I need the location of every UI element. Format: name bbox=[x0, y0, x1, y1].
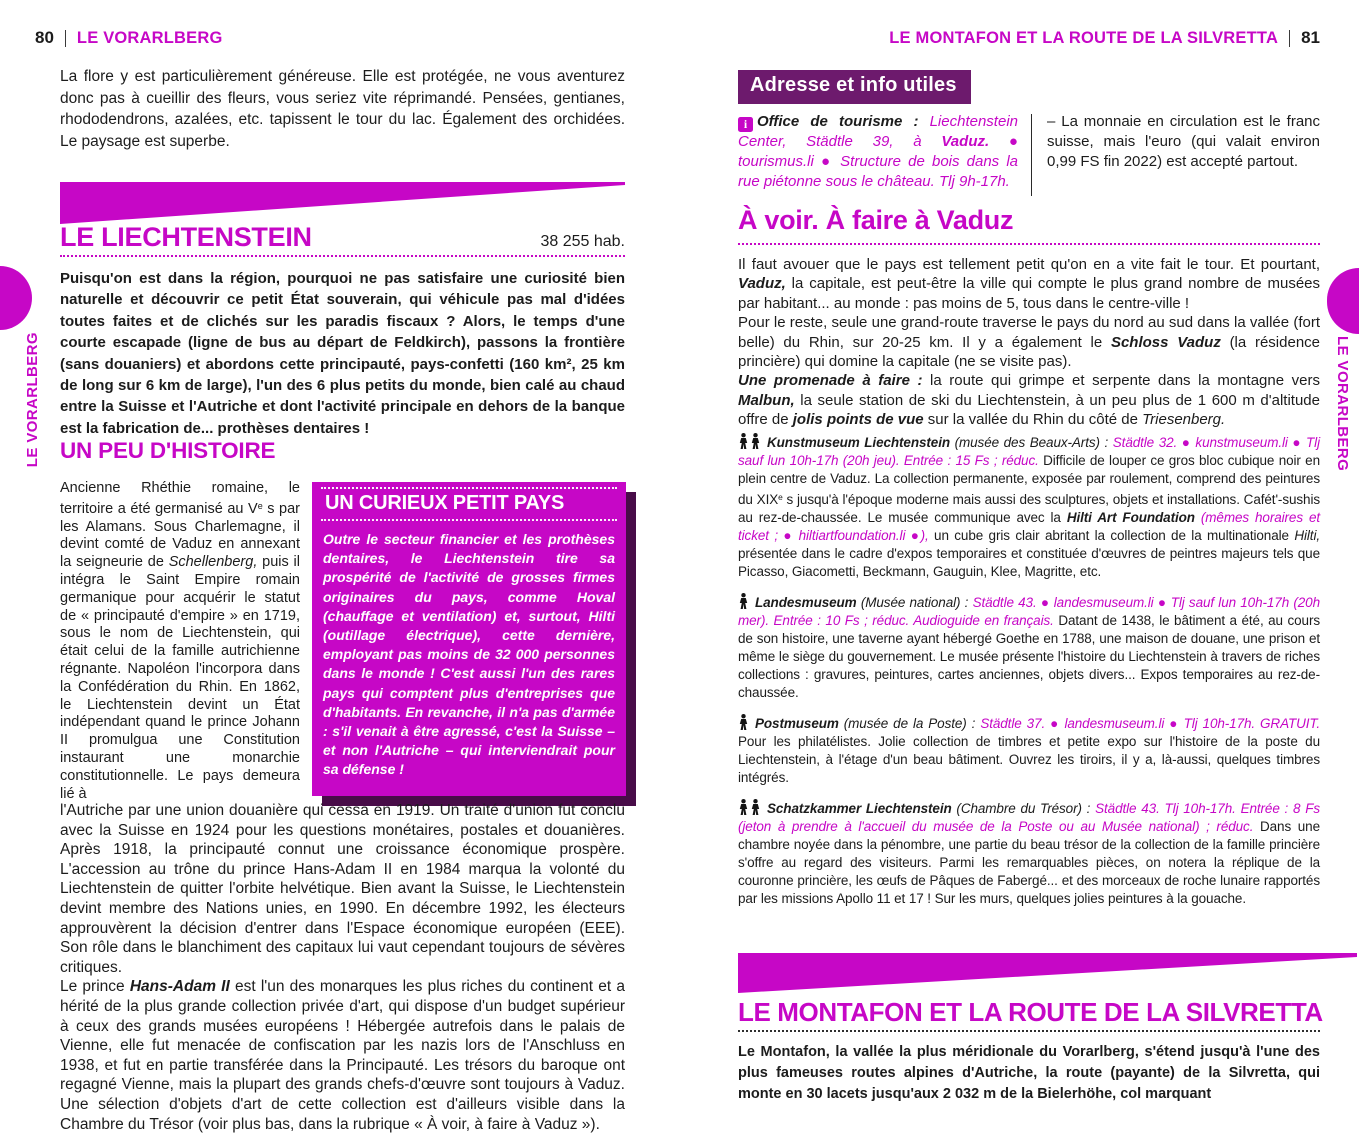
dotted-rule bbox=[60, 255, 625, 257]
sidebar-box-title: UN CURIEUX PETIT PAYS bbox=[325, 492, 565, 514]
history-continued-paragraph: l'Autriche par une union douanière qui cessa en 1919. Un traité d'union fut conclu avec la Suisse en 1924 pour les questions monétaires, postales et douanières. Après 1918, la principauté connut une croissance économique prospère. L'accession au trône du prince Hans-Adam II en 1984 marqua la volonté du Liechtenstein de quitter l'orbite helvétique. Bien avant la Suisse, le Liechtenstein devint membre des Nations unies, en 1990. En décembre 1992, les électeurs approuvèrent la décision d'entrer dans l'Espace économique européen (EEE). Son rôle dans le blanchiment des capitaux lui vaut cependant toujours de sévères critiques. bbox=[60, 802, 625, 976]
sidebar-box-body: Outre le secteur financier et les prothèses dentaires, le Liechtenstein tire sa prospérité de l'activité de grosses firmes originaires du pays, comme Hoval (chauffage et ventilation) et, surtout, Hilti (outillage électrique), cette dernière, employant pas moins de 32 000 personnes dans le monde ! C'est aussi l'un des rares pays qui comptent plus d'entreprises que d'habitants. En revanche, il n'a pas d'armée : s'il venait à être agressé, c'est la Suisse – et non l'Autriche – qui interviendrait pour sa défense ! bbox=[323, 531, 615, 778]
montafon-intro: Le Montafon, la vallée la plus méridionale du Vorarlberg, s'étend jusqu'à l'une des plus fameuses routes alpines d'Autriche, la route (payante) de la Silvretta, qui monte en 30 lacets jusqu'aux 2 032 m de la Bielerhöhe, col marquant bbox=[738, 1044, 1320, 1102]
vaduz-paragraphs bbox=[738, 255, 1320, 430]
vaduz-paragraph: Pour le reste, seule une grand-route traverse le pays du nord au sud dans la vallée (fort belle) du Rhin, sur 20-25 km. Il y a également le Schloss Vaduz (la résidence princière) qui domine la capitale (ne se visite pas). bbox=[738, 314, 1321, 371]
section-band-left bbox=[60, 182, 625, 224]
edge-tab-circle-left bbox=[0, 266, 32, 330]
edge-tab-right: LE VORARLBERG bbox=[1334, 336, 1351, 472]
history-continued bbox=[60, 801, 625, 1134]
history-heading: UN PEU D'HISTOIRE bbox=[60, 438, 276, 463]
section-title: LE LIECHTENSTEIN bbox=[60, 222, 312, 252]
hikers-duo-icon bbox=[738, 433, 761, 449]
vaduz-heading: À voir. À faire à Vaduz bbox=[738, 205, 1014, 235]
edge-tab-circle-right bbox=[1327, 268, 1359, 334]
vaduz-paragraph: Il faut avouer que le pays est tellement petit qu'on en a vite fait le tour. Et pourtant, Vaduz, la capitale, est peut-être la ville qui compte le plus grand nombre de musées par habitant... au monde : pas moins de 5, tous dans le centre-ville ! bbox=[738, 256, 1320, 312]
history-column: Ancienne Rhéthie romaine, le territoire a été germanisé au Ve s par les Alamans. Sous Charlemagne, il devint comté de Vaduz en annexant la seigneurie de Schellenberg, puis il intégra le Saint Empire romain germanique pour acquérir le statut de « principauté d'empire » en 1719, sous le nom de Liechtenstein, qui était celui de la famille autrichienne régnante. Napoléon l'incorpora dans la Confédération du Rhin. En 1862, le Liechtenstein devint un État indépendant quand le prince Johann II promulgua une Constitution instaurant une monarchie constitutionnelle. Le pays demeura lié à bbox=[60, 480, 301, 802]
liechtenstein-title-row bbox=[60, 222, 625, 253]
prince-paragraph: Le prince Hans-Adam II est l'un des monarques les plus riches du continent et a hérité de la plus grande collection privée d'art, qui dispose d'un budget supérieur à ceux des grands musées européens ! Hébergée autrefois dans le palais de Vienne, elle fut menacée de confiscation par les nazis lors de l'Anschluss en 1938, et fut en partie transférée dans la Principauté. Les trésors du baroque ont regagné Vienne, mais la plupart des grands chefs-d'œuvre sont toujours à Vaduz. Une sélection d'objets d'art de cette collection est d'ailleurs visible dans la Chambre du Trésor (voir plus bas, dans la rubrique « À voir, à faire à Vaduz »). bbox=[60, 978, 625, 1133]
header-divider bbox=[65, 30, 66, 47]
sidebar-box bbox=[312, 482, 626, 796]
right-page-header bbox=[738, 28, 1320, 48]
page-number-left: 80 bbox=[35, 28, 54, 47]
vaduz-paragraph: Une promenade à faire : la route qui grimpe et serpente dans la montagne vers Malbun, la seule station de ski du Liechtenstein, à un peu plus de 1 600 m d'altitude offre de jolis points de vue sur la vallée du Rhin du côté de Triesenberg. bbox=[738, 372, 1320, 429]
museum-entry-schatzkammer bbox=[738, 797, 1320, 908]
museum-entries bbox=[738, 431, 1320, 918]
dotted-rule bbox=[738, 243, 1320, 245]
hiker-solo-icon bbox=[738, 593, 749, 609]
museum-entry-kunstmuseum bbox=[738, 431, 1320, 581]
header-divider bbox=[1289, 30, 1290, 47]
museum-entry-text: Landesmuseum (Musée national) : Städtle 43. ● landesmuseum.li ● Tlj sauf lun 10h-17h (20h mer). Entrée : 10 Fs ; réduc. Audioguide en français. Datant de 1438, le bâtiment a été, au cours de son histoire, une taverne ayant hébergé Goethe en 1788, une maison de douane, une prison et même le siège du gouvernement. Le musée présente l'histoire du Liechtenstein à travers de riches collections : gravures, peintures, cartes anciennes, objets divers... Expos temporaires au rez-de-chaussée. bbox=[738, 594, 1320, 700]
population-count: 38 255 hab. bbox=[540, 233, 625, 250]
info-section bbox=[738, 112, 1320, 202]
info-icon: i bbox=[738, 117, 753, 132]
flora-paragraph: La flore y est particulièrement généreuse. Elle est protégée, ne vous aventurez donc pas à cueillir des fleurs, vous seriez vite réprimandé. Pensées, gentianes, rhododendrons, azalées, etc. tapissent le tour du lac. Également des orchidées. Le paysage est superbe. bbox=[60, 68, 625, 150]
museum-entry-text: Postmuseum (musée de la Poste) : Städtle 37. ● landesmuseum.li ● Tlj 10h-17h. GRATUIT. Pour les philatélistes. Jolie collection de timbres et petite expo sur l'histoire de la poste du Liechtenstein, à l'étage d'un beau bâtiment. Ouvrez les tiroirs, il y a, là-aussi, quelques timbres intégrés. bbox=[738, 715, 1320, 785]
dotted-rule-dark bbox=[738, 1030, 1320, 1032]
museum-entry-text: Schatzkammer Liechtenstein (Chambre du Trésor) : Städtle 43. Tlj 10h-17h. Entrée : 8 Fs (jeton à prendre à l'accueil du musée de la Poste ou au Musée national) ; réduc. Dans une chambre noyée dans la pénombre, une partie du beau trésor de la collection de la famille princière s'offre au regard des visiteurs. Parmi les remarquables pièces, on notera la réplique de la couronne princière, les œufs de Pâques de Fabergé... et des morceaux de roche lunaire rapportés par les missions Apollo 11 et 17 ! Sur les murs, quelques jolies peintures à la gouache. bbox=[738, 800, 1320, 906]
liechtenstein-intro: Puisqu'on est dans la région, pourquoi ne pas satisfaire une curiosité bien naturelle et découvrir ce petit État souverain, qui véhicule pas mal d'idées toutes faites et de clichés sur les paradis fiscaux ? Alors, le temps d'une courte escapade (ligne de bus au départ de Feldkirch), passons la frontière (sans douaniers) et abordons cette principauté, pays-confetti (160 km², 25 km de long sur 6 km de large), l'un des 6 plus petits du monde, bien calé au chaud entre la Suisse et l'Autriche et dont l'activité principale en dehors de la banque est la fabrication de... prothèses dentaires ! bbox=[60, 270, 625, 437]
info-box-title: Adresse et info utiles bbox=[738, 70, 971, 104]
tourism-office-entry bbox=[738, 112, 1018, 192]
currency-note: – La monnaie en circulation est le franc suisse, mais l'euro (qui valait environ 0,99 FS fin 2022) est accepté partout. bbox=[1047, 113, 1320, 170]
column-divider bbox=[1031, 114, 1032, 196]
page-number-right: 81 bbox=[1301, 28, 1320, 47]
section-band-right bbox=[738, 953, 1357, 993]
left-page-header bbox=[35, 28, 223, 48]
tourism-office-text: Office de tourisme : Liechtenstein Center, Städtle 39, à Vaduz. ● tourismus.li ● Structure de bois dans la rue piétonne sous le château. Tlj 9h-17h. bbox=[738, 113, 1018, 190]
museum-entry-text: Kunstmuseum Liechtenstein (musée des Beaux-Arts) : Städtle 32. ● kunstmuseum.li ● Tlj sauf lun 10h-17h (20h jeu). Entrée : 15 Fs ; réduc. Difficile de louper ce gros bloc cubique noir en plein centre de Vaduz. La collection permanente, exposée par roulement, comprend des peintures du XIXe s jusqu'à l'époque moderne mais aussi des sculptures, objets et installations. Cafét'-sushis au rez-de-chaussée. Le musée communique avec la Hilti Art Foundation (mêmes horaires et ticket ; ● hiltiartfoundation.li ●), un cube gris clair abritant la collection de la multinationale Hilti, présentée dans le cadre d'expos temporaires et constituée d'œuvres de peintres majeurs tels que Picasso, Giacometti, Beckmann, Gauguin, Klee, Magritte, etc. bbox=[738, 435, 1320, 579]
running-head-left: LE VORARLBERG bbox=[76, 28, 223, 47]
running-head-right: LE MONTAFON ET LA ROUTE DE LA SILVRETTA bbox=[889, 28, 1279, 47]
box-dotted-rule bbox=[321, 519, 617, 521]
montafon-heading: LE MONTAFON ET LA ROUTE DE LA SILVRETTA bbox=[738, 997, 1323, 1027]
edge-tab-left: LE VORARLBERG bbox=[24, 332, 41, 468]
museum-entry-landesmuseum bbox=[738, 591, 1320, 702]
hiker-solo-icon bbox=[738, 714, 749, 730]
museum-entry-postmuseum bbox=[738, 712, 1320, 787]
hikers-duo-icon bbox=[738, 799, 761, 815]
